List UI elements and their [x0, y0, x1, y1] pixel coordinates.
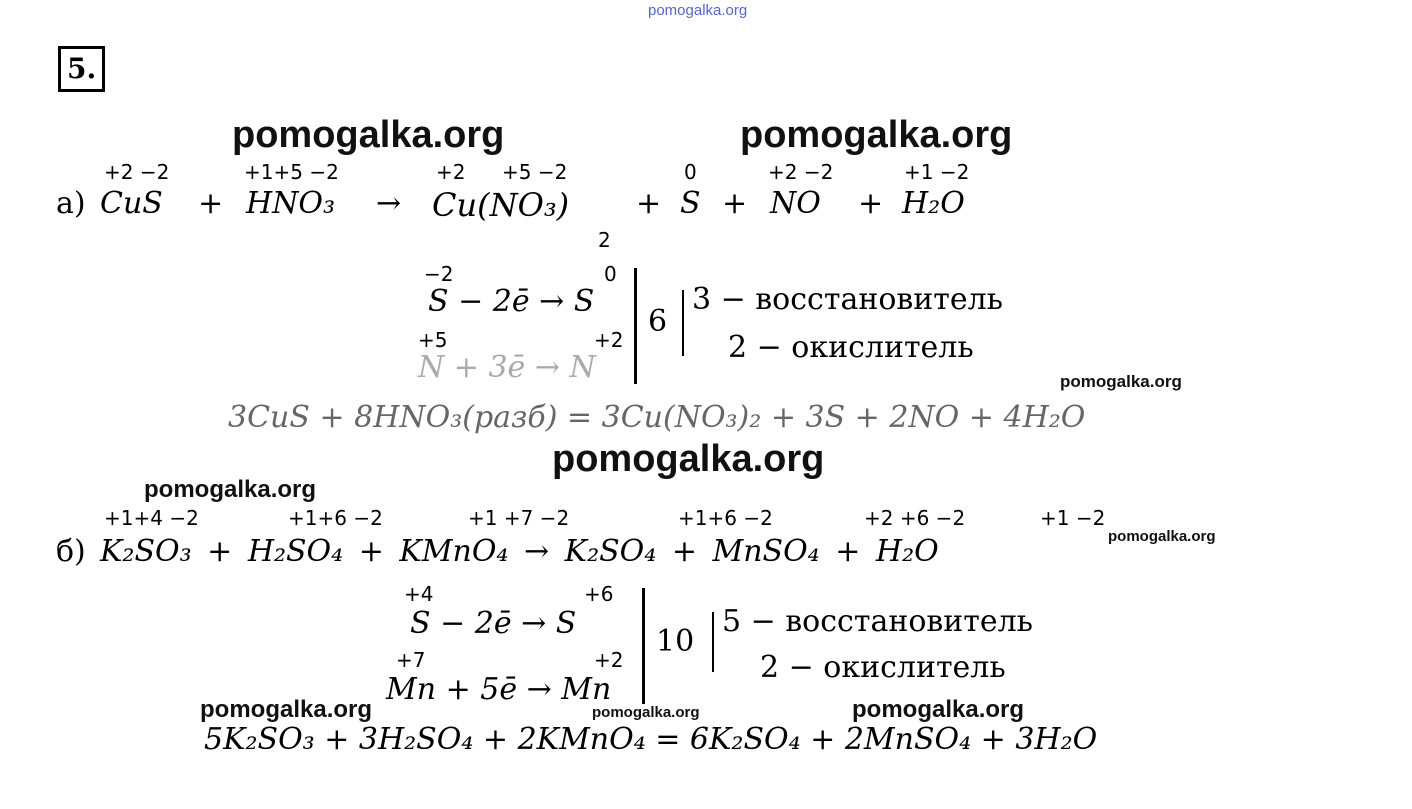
formula: Cu(NO₃): [432, 186, 570, 224]
formula: H₂O: [902, 186, 965, 221]
part-label: б): [56, 534, 86, 569]
operator: +: [722, 186, 748, 221]
ox-state: −2: [424, 262, 454, 286]
role-oxidizer: 2 − окислитель: [728, 330, 974, 365]
ox-state: +2 +6 −2: [864, 506, 966, 530]
task-number: 5.: [58, 46, 105, 92]
ox-state: 0: [604, 262, 617, 286]
half-reaction: Mn + 5ē → Mn: [386, 672, 612, 707]
ox-state: +1 −2: [904, 160, 970, 184]
ox-state: +4: [404, 582, 434, 606]
ox-state: +1 +7 −2: [468, 506, 570, 530]
ox-state: +1+4 −2: [104, 506, 199, 530]
watermark: pomogalka.org: [200, 696, 373, 723]
operator: +: [636, 186, 662, 221]
balance-divider: [682, 290, 684, 356]
formula: CuS: [100, 186, 163, 221]
top-watermark[interactable]: pomogalka.org: [648, 2, 748, 19]
formula: S: [680, 186, 701, 221]
equation: K₂SO₃ + H₂SO₄ + KMnO₄ → K₂SO₄ + MnSO₄ + H₂O: [100, 534, 939, 569]
formula: NO: [770, 186, 821, 221]
watermark: pomogalka.org: [552, 438, 825, 480]
watermark: pomogalka.org: [232, 114, 505, 156]
ox-state: +2 −2: [104, 160, 170, 184]
balance-divider: [712, 612, 714, 672]
ox-state: +5: [418, 328, 448, 352]
role-reducer: 3 − восстановитель: [692, 282, 1004, 317]
half-reaction: S − 2ē → S: [428, 284, 595, 319]
final-equation: 3CuS + 8HNO₃(разб) = 3Cu(NO₃)₂ + 3S + 2NO + 4H₂O: [228, 400, 1086, 435]
ox-state: +5 −2: [502, 160, 568, 184]
half-reaction: N + 3ē → N: [418, 350, 596, 385]
subscript: 2: [598, 228, 611, 252]
watermark: pomogalka.org: [852, 696, 1025, 723]
ox-state: +2: [436, 160, 466, 184]
operator: +: [198, 186, 224, 221]
arrow: →: [376, 186, 402, 221]
watermark: pomogalka.org: [592, 704, 700, 721]
ox-state: +1+6 −2: [678, 506, 773, 530]
role-reducer: 5 − восстановитель: [722, 604, 1034, 639]
watermark: pomogalka.org: [144, 476, 317, 503]
watermark: pomogalka.org: [740, 114, 1013, 156]
ox-state: +1+6 −2: [288, 506, 383, 530]
ox-state: +7: [396, 648, 426, 672]
lcm: 10: [656, 624, 695, 659]
watermark: pomogalka.org: [1060, 372, 1182, 391]
role-oxidizer: 2 − окислитель: [760, 650, 1006, 685]
balance-divider: [634, 268, 637, 384]
watermark: pomogalka.org: [1108, 528, 1216, 545]
balance-divider: [642, 588, 645, 704]
ox-state: +1+5 −2: [244, 160, 339, 184]
operator: +: [858, 186, 884, 221]
half-reaction: S − 2ē → S: [410, 606, 577, 641]
lcm: 6: [648, 304, 668, 339]
ox-state: +2 −2: [768, 160, 834, 184]
ox-state: +1 −2: [1040, 506, 1106, 530]
formula: HNO₃: [246, 186, 336, 221]
part-label: а): [56, 186, 86, 221]
ox-state: +2: [594, 328, 624, 352]
ox-state: 0: [684, 160, 697, 184]
ox-state: +6: [584, 582, 614, 606]
ox-state: +2: [594, 648, 624, 672]
final-equation: 5K₂SO₃ + 3H₂SO₄ + 2KMnO₄ = 6K₂SO₄ + 2MnSO₄ + 3H₂O: [204, 722, 1098, 757]
